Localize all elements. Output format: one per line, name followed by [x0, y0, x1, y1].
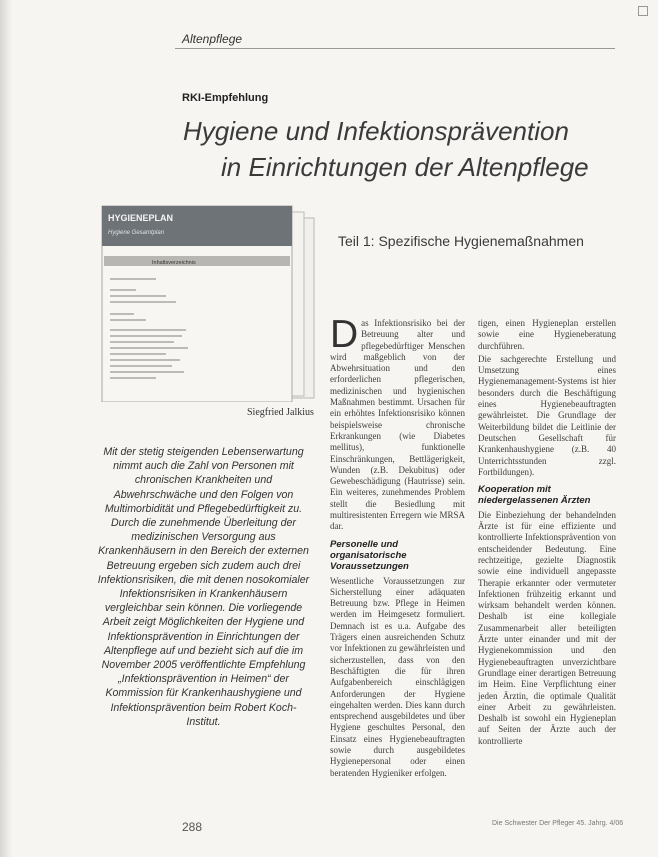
corner-mark	[638, 6, 648, 16]
cover-toc-bar	[104, 256, 290, 266]
body-column-2	[330, 313, 465, 781]
article-subtitle: Teil 1: Spezifische Hygienemaßnahmen	[338, 233, 584, 249]
body-column-3	[478, 318, 616, 749]
intro-text: Mit der stetig steigenden Lebenserwartung nimmt auch die Zahl von Personen mit chronischen Krankheiten und Abwehrschwäche und den Folgen von Multimorbidität und Pflegebedürftigkeit zu. Durch die zunehmende Überleitung der medizinischen Versorgung aus Krankenhäusern in den Bereich der externen Betreuung ergeben sich zudem auch drei Infektionsrisiken, die mit denen nosokomialer Infektionsrisiken in Krankenhäusern vergleichbar sein können. Die vorliegende Arbeit zeigt Möglichkeiten der Hygiene und Infektionsprävention in Einrichtungen der Altenpflege auf und bezieht sich auf die im November 2005 veröffentlichte Empfehlung „Infektionsprävention in Heimen“ der Kommission für Krankenhaushygiene und Infektionsprävention beim Robert Koch-Institut.	[97, 446, 310, 728]
col3-paragraph-1: tigen, einen Hygieneplan erstellen sowie eine Hygieneberatung durchführen.	[478, 318, 616, 351]
col2-paragraph-1: as Infektionsrisiko bei der Betreuung alter und pflegebedürftiger Menschen wird maßgeblich von der Abwehrsituation und den erforderlichen pflegerischen, medizinischen und hygienischen Maßnahmen bestimmt. Ursachen für ein erhöhtes Infektionsrisiko können beispielsweise chronische Erkrankungen (wie Diabetes mellitus), funktionelle Einschränkungen, Bettlägerigkeit, Wunden (z.B. Dekubitus) oder Gewebeschädigung (Hautrisse) sein. Ein weiteres, zunehmendes Problem stellt die Besiedlung mit multiresistenten Erregern wie MRSA dar.	[330, 318, 465, 532]
header-rule	[175, 48, 615, 49]
cover-heading: HYGIENEPLAN	[108, 213, 174, 223]
cover-toc-label: Inhaltsverzeichnis	[152, 260, 196, 266]
col3-subheading: Kooperation mit niedergelassenen Ärzten	[478, 484, 591, 507]
col3-paragraph-3: Die Einbeziehung der behandelnden Ärzte ist für eine effiziente und kontrollierte Infektionsprävention von entscheidender Bedeutung. Eine rechtzeitige, gezielte Diagnostik sowie eine individuell angepasste Therapie erkannter oder vermuteter Infektionen frühzeitig erkannt und wirksam behandelt werden können. Deshalb ist eine kollegiale Zusammenarbeit aller beteiligten Ärzte unter einander und mit der Hygienekommission und den Hygienebeauftragten unverzichtbare Grundlage einer derartigen Betreuung im Heim. Eine Verpflichtung einer jeden Ärztin, die optimale Qualität einer Arbeit zu gewährleisten. Deshalb ist sowohl ein Hygieneplan auf Seiten der Ärzte auch der kontrollierte	[478, 509, 616, 746]
author-name: Siegfried Jalkius	[247, 407, 314, 418]
scan-shadow	[0, 0, 12, 857]
article-kicker: RKI-Empfehlung	[182, 92, 269, 104]
col2-subheading: Personelle und organisatorische Voraussetzungen	[330, 538, 409, 573]
cover-subheading: Hygiene Gesamtplan	[108, 230, 165, 236]
article-title-line2: in Einrichtungen der Altenpflege	[221, 152, 589, 182]
cover-header-band	[102, 206, 292, 246]
section-label: Altenpflege	[182, 32, 243, 46]
col2-paragraph-2: Wesentliche Voraussetzungen zur Sicherstellung einer adäquaten Betreuung bzw. Pflege in Heimen werden im Heimgesetz formuliert. Demnach ist es u.a. Aufgabe des Trägers einen ausreichenden Schutz vor Infektionen zu gewährleisten und sicherzustellen, dass von den Beschäftigten die für ihren Aufgabenbereich einschlägigen Anforderungen der Hygiene eingehalten werden. Dies kann durch entsprechend ausgebildetes und über Hygiene geschultes Personal, den Einsatz eines Hygienebeauftragten sowie durch ausgebildetes Hygienepersonal oder einen beratenden Hygieniker erfolgen.	[330, 575, 465, 778]
journal-footer: Die Schwester Der Pfleger 45. Jahrg. 4/06	[492, 820, 624, 827]
col3-paragraph-2: Die sachgerechte Erstellung und Umsetzung eines Hygienemanagement-Systems ist hier besonders durch die Beschäftigung eines Hygienebeauftragten gewährleistet. Die Grundlage der Weiterbildung bildet die Leitlinie der Deutschen Gesellschaft für Krankenhaushygiene (z.B. 40 Unterrichtsstunden zzgl. Fortbildungen).	[478, 353, 616, 477]
drop-cap: D	[330, 313, 359, 356]
article-title-line1: Hygiene und Infektionsprävention	[183, 116, 569, 146]
hygieneplan-cover-image	[96, 204, 326, 402]
page-number: 288	[182, 820, 203, 834]
